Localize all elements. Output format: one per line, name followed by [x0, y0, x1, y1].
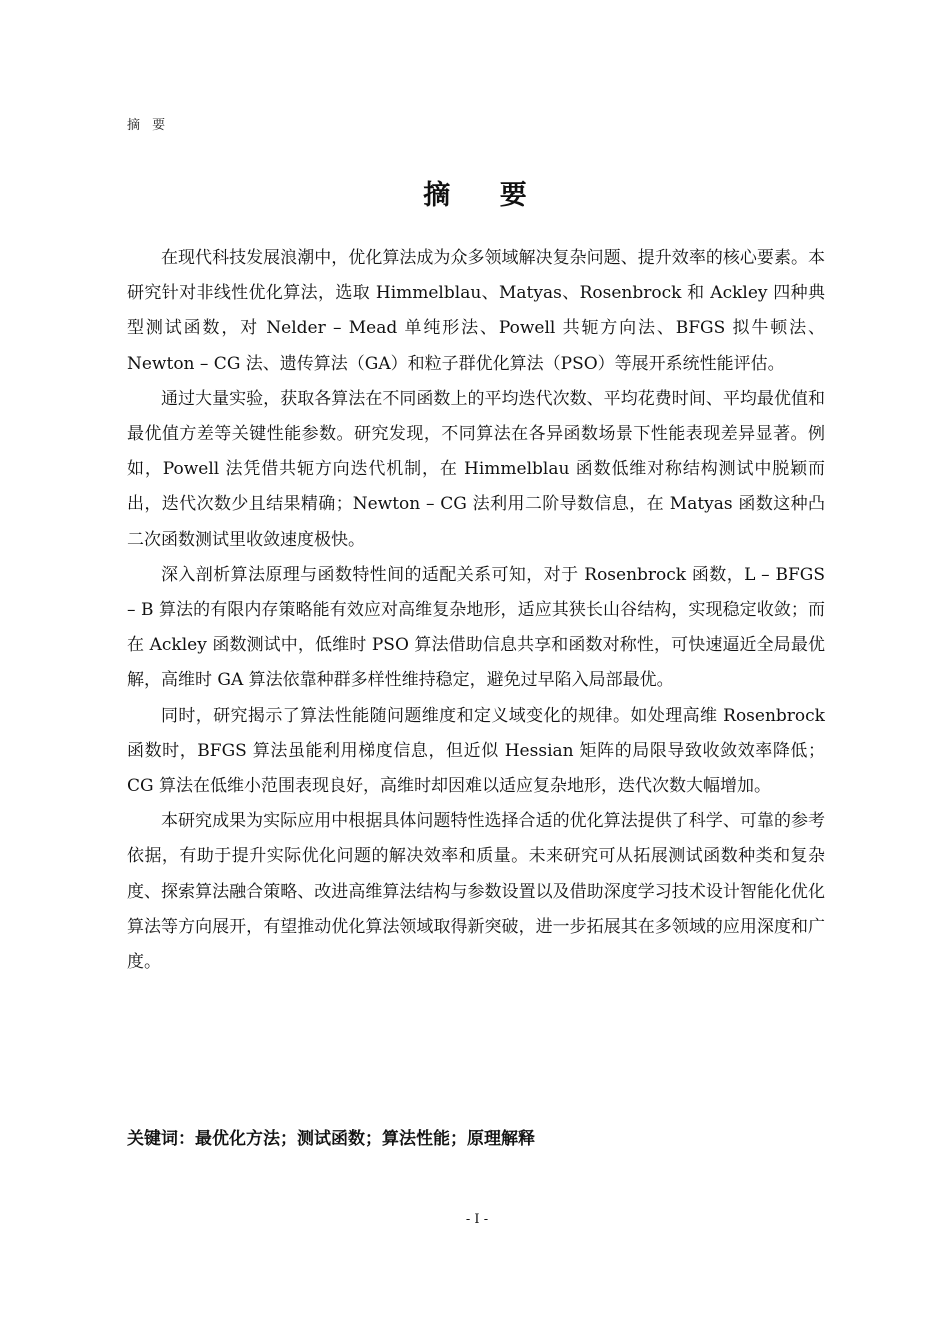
abstract-paragraph-1: 在现代科技发展浪潮中，优化算法成为众多领域解决复杂问题、提升效率的核心要素。本研究针对非线性优化算法，选取 Himmelblau、Matyas、Rosenbrock 和 Ackley 四种典型测试函数，对 Nelder – Mead 单纯形法、Powell 共轭方向法、BFGS 拟牛顿法、Newton – CG 法、遗传算法（GA）和粒子群优化算法（PSO）等展开系统性能评估。: [127, 248, 825, 374]
keywords-line: 关键词：最优化方法；测试函数；算法性能；原理解释: [127, 1129, 535, 1149]
abstract-body: [127, 241, 825, 980]
page-number: - I -: [465, 1212, 489, 1227]
abstract-paragraph-2: 通过大量实验，获取各算法在不同函数上的平均迭代次数、平均花费时间、平均最优值和最优值方差等关键性能参数。研究发现，不同算法在各异函数场景下性能表现差异显著。例如，Powell 法凭借共轭方向迭代机制，在 Himmelblau 函数低维对称结构测试中脱颖而出，迭代次数少且结果精确；Newton – CG 法利用二阶导数信息，在 Matyas 函数这种凸二次函数测试里收敛速度极快。: [127, 388, 825, 550]
page-title: 摘 要: [423, 180, 547, 211]
abstract-paragraph-5: 本研究成果为实际应用中根据具体问题特性选择合适的优化算法提供了科学、可靠的参考依据，有助于提升实际优化问题的解决效率和质量。未来研究可从拓展测试函数种类和复杂度、探索算法融合策略、改进高维算法结构与参数设置以及借助深度学习技术设计智能化优化算法等方向展开，有望推动优化算法领域取得新突破，进一步拓展其在多领域的应用深度和广度。: [127, 811, 825, 973]
running-header: 摘 要: [127, 118, 170, 133]
abstract-paragraph-4: 同时，研究揭示了算法性能随问题维度和定义域变化的规律。如处理高维 Rosenbrock 函数时，BFGS 算法虽能利用梯度信息，但近似 Hessian 矩阵的局限导致收敛效率降低；CG 算法在低维小范围表现良好，高维时却因难以适应复杂地形，迭代次数大幅增加。: [127, 705, 825, 797]
abstract-paragraph-3: 深入剖析算法原理与函数特性间的适配关系可知，对于 Rosenbrock 函数，L – BFGS – B 算法的有限内存策略能有效应对高维复杂地形，适应其狭长山谷结构，实现稳定收敛；而在 Ackley 函数测试中，低维时 PSO 算法借助信息共享和函数对称性，可快速逼近全局最优解，高维时 GA 算法依靠种群多样性维持稳定，避免过早陷入局部最优。: [127, 564, 825, 691]
